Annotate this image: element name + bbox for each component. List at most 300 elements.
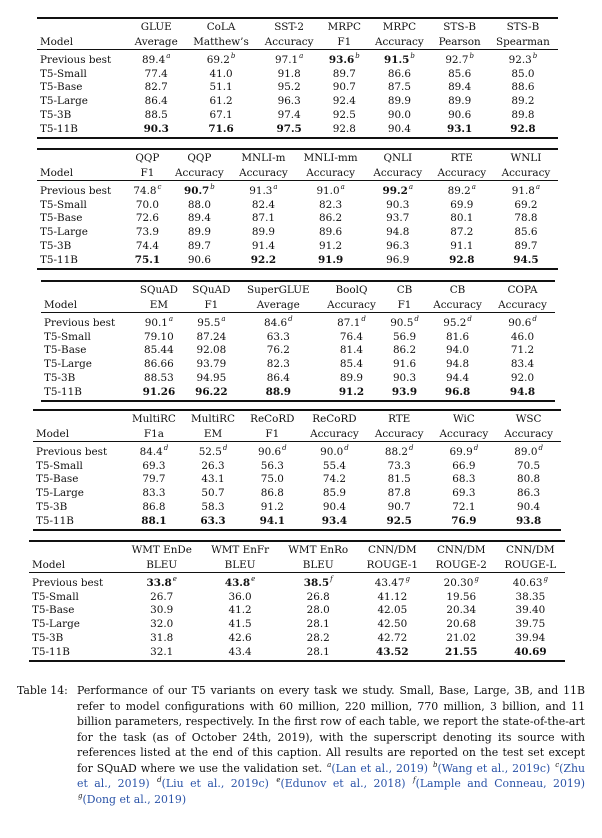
table-cell [127, 181, 167, 199]
table-cell [496, 442, 561, 460]
table-cell [367, 501, 432, 515]
caption-label: Table 14: [17, 684, 68, 697]
citation-link[interactable]: (Lample and Conneau, 2019) [415, 777, 585, 790]
cell-value: 81.6 [445, 330, 470, 343]
column-header: QNLI [383, 152, 413, 164]
cell-value: T5-11B [40, 253, 78, 266]
table-cell [425, 358, 490, 372]
cell-value: 74.2 [322, 473, 347, 486]
cell-value: 91.0 [316, 185, 340, 197]
column-header: Accuracy [373, 166, 423, 179]
table-cell [185, 109, 257, 123]
table-cell [496, 501, 561, 515]
table-cell [238, 372, 319, 386]
table-cell [425, 331, 490, 345]
table-cell [202, 573, 279, 591]
row-label [33, 487, 124, 501]
citation-b [432, 762, 550, 775]
table-cell [183, 473, 242, 487]
cell-value: 89.0 [514, 446, 538, 458]
column-header: Accuracy [239, 166, 288, 179]
table-cell [430, 181, 494, 199]
table-cell [367, 81, 431, 95]
table-cell [384, 386, 425, 402]
table-cell [321, 109, 367, 123]
table-cell [127, 199, 167, 213]
source-superscript: d [473, 444, 479, 452]
cell-value: 92.5 [332, 108, 356, 121]
table-cell [185, 81, 257, 95]
column-header: QQP [135, 152, 160, 164]
column-header: WSC [515, 413, 542, 425]
table-cell [367, 487, 432, 501]
table-cell [133, 344, 185, 358]
table-cell [427, 573, 496, 591]
cell-value: 88.6 [511, 81, 535, 94]
table-cell [295, 226, 365, 240]
cell-value: T5-11B [44, 385, 82, 398]
table-cell [431, 50, 487, 68]
table-cell [431, 123, 487, 139]
table-cell [185, 331, 237, 345]
column-header: MNLI-mm [303, 152, 358, 164]
cell-value: 39.40 [515, 604, 546, 617]
cell-value: 89.4 [448, 81, 472, 94]
cell-value: 43.52 [376, 645, 409, 658]
citation-link[interactable]: (Wang et al., 2019c) [437, 761, 551, 775]
column-header-model [37, 149, 127, 166]
table-cell [231, 226, 295, 240]
column-header: ROUGE-1 [366, 558, 418, 571]
cell-value: T5-Small [32, 590, 79, 603]
cell-value: 89.6 [319, 226, 343, 239]
cell-value: 73.3 [387, 459, 411, 472]
table-cell [167, 181, 231, 199]
table-cell [367, 515, 432, 531]
cell-value: 90.6 [508, 317, 532, 329]
cell-value: 96.3 [277, 95, 301, 108]
cell-value: 86.8 [142, 500, 166, 513]
table-cell [257, 95, 321, 109]
table-cell [295, 181, 365, 199]
table-row [29, 604, 565, 618]
column-header: Average [134, 35, 178, 48]
table-cell [488, 109, 558, 123]
cell-value: 43.8 [224, 577, 251, 589]
table-cell [490, 313, 555, 331]
table-cell [295, 240, 365, 254]
cell-value: 82.3 [319, 198, 343, 211]
column-header: F1a [143, 427, 164, 440]
column-header: Accuracy [175, 166, 224, 179]
cell-value: 94.95 [196, 371, 227, 384]
citation-link[interactable]: (Lan et al., 2019) [331, 761, 428, 775]
cell-value: 94.8 [386, 226, 410, 239]
cell-value: T5-11B [40, 122, 78, 135]
cell-value: 88.1 [141, 514, 167, 527]
citation-link[interactable]: (Edunov et al., 2018) [280, 777, 406, 790]
citation-mark: b [433, 760, 438, 769]
table-cell [127, 81, 185, 95]
table-cell [279, 618, 358, 632]
table-cell [167, 254, 231, 270]
table-cell [319, 344, 384, 358]
cell-value: T5-Large [36, 487, 84, 500]
table-cell [367, 109, 431, 123]
column-header: BoolQ [335, 284, 368, 296]
cell-value: Previous best [36, 446, 108, 458]
table-cell [257, 123, 321, 139]
cell-value: 66.9 [452, 459, 476, 472]
caption-text: Performance of our T5 variants on every task we study. Small, Base, Large, 3B, and 11B refer to model configurations with 60 million, 220 million, 770 million, 3 billion, and 11 billion parameters, respectively. In the first row of each table, we report the state-of-the-art for the task (as of October 24th, 2019), with the superscript denoting its source with references listed at the end of this caption. All results are reported on the test set except for SQuAD where we use the validation set. [77, 684, 585, 775]
cell-value: 90.3 [386, 198, 410, 211]
table-cell [494, 254, 558, 270]
table-cell [133, 313, 185, 331]
header-row [33, 427, 561, 442]
cell-value: 93.8 [515, 514, 542, 527]
cell-value: 91.9 [317, 253, 344, 266]
table-cell [488, 50, 558, 68]
cell-value: 75.1 [134, 253, 161, 266]
table-cell [496, 646, 565, 662]
cell-value: 56.3 [260, 459, 284, 472]
cell-value: T5-Large [32, 618, 80, 631]
table-cell [384, 331, 425, 345]
column-header: CoLA [206, 21, 236, 33]
cell-value: 80.1 [450, 212, 474, 225]
cell-value: 26.3 [201, 459, 225, 472]
cell-value: 99.2 [382, 185, 408, 197]
column-header: EM [149, 298, 169, 311]
row-label [41, 358, 133, 372]
cell-value: 87.1 [337, 317, 361, 329]
row-label [37, 240, 127, 254]
column-header: F1 [140, 166, 155, 179]
cell-value: 94.1 [259, 514, 285, 527]
table-cell [319, 331, 384, 345]
cell-value: 21.02 [446, 631, 477, 644]
cell-value: 86.8 [260, 487, 284, 500]
cell-value: 26.8 [306, 590, 330, 603]
table-row [41, 372, 555, 386]
results-table-superglue-2 [33, 409, 561, 531]
row-label [37, 181, 127, 199]
cell-value: 90.3 [392, 371, 417, 384]
cell-value: 93.6 [328, 54, 355, 66]
table-cell [127, 212, 167, 226]
cell-value: 41.12 [377, 590, 408, 603]
row-label [41, 331, 133, 345]
cell-value: 90.5 [390, 317, 414, 329]
table-cell [122, 632, 202, 646]
citation-g [77, 793, 186, 806]
table-cell [496, 473, 561, 487]
table-cell [302, 487, 367, 501]
column-header: EM [203, 427, 223, 440]
table-cell [127, 123, 185, 139]
cell-value: 92.3 [508, 54, 532, 66]
cell-value: 73.9 [135, 226, 159, 239]
column-header: Accuracy [327, 298, 376, 311]
cell-value: 74.4 [135, 239, 159, 252]
column-header: F1 [265, 427, 280, 440]
table-cell [427, 646, 496, 662]
cell-value: T5-11B [36, 514, 74, 527]
column-header: STS-B [506, 21, 540, 33]
table-cell [425, 313, 490, 331]
source-superscript: b [355, 52, 360, 60]
cell-value: 32.1 [150, 645, 174, 658]
table-cell [295, 212, 365, 226]
row-label [33, 473, 124, 487]
cell-value: 91.6 [392, 358, 417, 371]
cell-value: 94.8 [445, 358, 470, 371]
column-header: Accuracy [501, 166, 551, 179]
table-row [41, 358, 555, 372]
cell-value: 94.8 [509, 385, 536, 398]
cell-value: 89.7 [332, 67, 356, 80]
table-cell [432, 442, 497, 460]
table-cell [494, 181, 558, 199]
row-label [33, 460, 124, 474]
table-cell [124, 473, 183, 487]
table-cell [122, 573, 202, 591]
table-cell [358, 646, 427, 662]
table-cell [243, 487, 303, 501]
header-row [37, 166, 558, 181]
table-cell [243, 473, 303, 487]
cell-value: 69.9 [450, 198, 474, 211]
column-header: F1 [337, 35, 352, 48]
cell-value: 86.3 [517, 487, 541, 500]
table-cell [127, 226, 167, 240]
citation-link[interactable]: (Liu et al., 2019c) [161, 777, 269, 790]
row-label [29, 591, 122, 605]
cell-value: T5-Base [40, 212, 83, 225]
table-cell [243, 515, 303, 531]
column-header: Accuracy [306, 166, 355, 179]
table-cell [185, 372, 237, 386]
table-row [29, 618, 565, 632]
table-cell [231, 240, 295, 254]
table-cell [384, 358, 425, 372]
cell-value: 42.50 [377, 618, 408, 631]
cell-value: 74.8 [133, 185, 157, 197]
cell-value: 88.2 [384, 446, 408, 458]
cell-value: Previous best [40, 54, 112, 66]
citation-link[interactable]: (Zhu et al., 2019) [77, 761, 585, 790]
cell-value: 28.0 [306, 604, 330, 617]
cell-value: 76.2 [266, 344, 290, 357]
table-cell [133, 386, 185, 402]
column-header: MultiRC [131, 413, 176, 425]
table-cell [425, 386, 490, 402]
table-cell [185, 68, 257, 82]
cell-value: 86.6 [387, 67, 411, 80]
table-cell [425, 372, 490, 386]
cell-value: 86.4 [144, 95, 168, 108]
cell-value: 87.1 [251, 212, 276, 225]
source-superscript: d [288, 315, 293, 323]
cell-value: 94.4 [445, 371, 470, 384]
cell-value: 28.1 [306, 618, 330, 631]
table-cell [431, 68, 487, 82]
table-cell [319, 372, 384, 386]
table-cell [430, 240, 494, 254]
cell-value: T5-Base [44, 344, 87, 357]
cell-value: 90.7 [183, 185, 210, 197]
column-header-model [41, 281, 133, 298]
cell-value: 28.1 [306, 645, 330, 658]
source-superscript: a [408, 183, 413, 191]
cell-value: 91.8 [511, 185, 535, 197]
cell-value: 88.5 [144, 108, 168, 121]
cell-value: 85.6 [448, 67, 472, 80]
table-cell [167, 226, 231, 240]
cell-value: 41.5 [228, 618, 252, 631]
cell-value: 91.4 [251, 239, 276, 252]
cell-value: 92.2 [250, 253, 277, 266]
table-row [33, 460, 561, 474]
row-label [37, 109, 127, 123]
table-cell [496, 591, 565, 605]
cell-value: 85.9 [322, 487, 347, 500]
row-label [41, 313, 133, 331]
column-header: Accuracy [498, 298, 547, 311]
cell-value: 92.5 [386, 514, 412, 527]
row-label [33, 442, 124, 460]
cell-value: 81.5 [387, 473, 411, 486]
cell-value: 28.2 [306, 631, 330, 644]
cell-value: 91.2 [319, 239, 343, 252]
table-cell [124, 442, 183, 460]
cell-value: 90.0 [387, 108, 411, 121]
table-cell [238, 344, 319, 358]
table-cell [183, 501, 242, 515]
table-cell [367, 50, 431, 68]
table-cell [257, 50, 321, 68]
column-header: MNLI-m [241, 152, 286, 164]
table-cell [496, 515, 561, 531]
source-superscript: d [344, 444, 349, 452]
row-label [37, 68, 127, 82]
cell-value: 81.4 [339, 344, 364, 357]
cell-value: 88.53 [144, 371, 174, 384]
source-superscript: e [251, 575, 256, 583]
source-superscript: d [282, 444, 287, 452]
cell-value: 89.8 [511, 108, 535, 121]
row-label [37, 50, 127, 68]
source-superscript: a [168, 315, 174, 323]
column-header: Accuracy [433, 298, 482, 311]
source-superscript: d [361, 315, 366, 323]
table-cell [321, 81, 367, 95]
table-cell [133, 372, 185, 386]
table-cell [321, 123, 367, 139]
cell-value: T5-Base [36, 473, 79, 486]
table-cell [384, 344, 425, 358]
cell-value: T5-Small [40, 67, 87, 80]
column-header: SQuAD [192, 284, 231, 296]
cell-value: 38.35 [515, 590, 546, 603]
source-superscript: d [408, 444, 414, 452]
cell-value: 88.0 [187, 198, 211, 211]
table-cell [238, 331, 319, 345]
citation-a [326, 762, 428, 775]
table-cell [238, 358, 319, 372]
table-row [37, 50, 558, 68]
source-superscript: g [405, 575, 410, 583]
column-header-model [33, 410, 124, 427]
results-table-translation-summarization [29, 540, 565, 662]
table-row [29, 573, 565, 591]
table-cell [432, 460, 497, 474]
citation-d [156, 777, 269, 790]
column-header: Accuracy [264, 35, 314, 48]
cell-value: 79.10 [144, 330, 174, 343]
cell-value: 94.0 [445, 344, 470, 357]
column-header-model [29, 541, 122, 558]
table-cell [321, 68, 367, 82]
source-superscript: b [469, 52, 474, 60]
table-cell [295, 199, 365, 213]
table-cell [302, 460, 367, 474]
table-cell [127, 109, 185, 123]
cell-value: 90.1 [144, 317, 168, 329]
cell-value: 82.4 [251, 198, 276, 211]
table-row [29, 646, 565, 662]
row-label [41, 372, 133, 386]
table-cell [243, 442, 303, 460]
cell-value: 87.8 [387, 487, 411, 500]
cell-value: 40.69 [514, 645, 547, 658]
cell-value: 77.4 [144, 67, 168, 80]
column-header: MRPC [382, 21, 417, 33]
source-superscript: b [532, 52, 538, 60]
cell-value: 91.3 [249, 185, 273, 197]
table-cell [432, 515, 497, 531]
column-header: WNLI [510, 152, 542, 164]
table-cell [384, 372, 425, 386]
cell-value: 90.6 [258, 446, 282, 458]
table-cell [202, 591, 279, 605]
row-label [37, 254, 127, 270]
table-cell [430, 212, 494, 226]
cell-value: T5-3B [32, 631, 64, 644]
column-header: GLUE [140, 21, 172, 33]
cell-value: 43.47 [374, 577, 405, 589]
table-cell [279, 632, 358, 646]
cell-value: T5-Large [40, 95, 88, 108]
table-cell [183, 442, 242, 460]
cell-value: 89.9 [448, 95, 472, 108]
table-cell [302, 442, 367, 460]
cell-value: 96.8 [444, 385, 471, 398]
row-label [37, 81, 127, 95]
column-header-model: Model [36, 427, 70, 440]
row-label [33, 515, 124, 531]
cell-value: 41.2 [228, 604, 252, 617]
column-header: F1 [397, 298, 412, 311]
source-superscript: c [157, 183, 162, 191]
header-row [37, 149, 558, 166]
cell-value: 93.4 [321, 514, 348, 527]
source-superscript: a [273, 183, 278, 191]
citation-link[interactable]: (Dong et al., 2019) [82, 792, 187, 806]
row-label [29, 573, 122, 591]
column-header: WMT EnDe [131, 544, 192, 556]
cell-value: 42.6 [228, 631, 252, 644]
